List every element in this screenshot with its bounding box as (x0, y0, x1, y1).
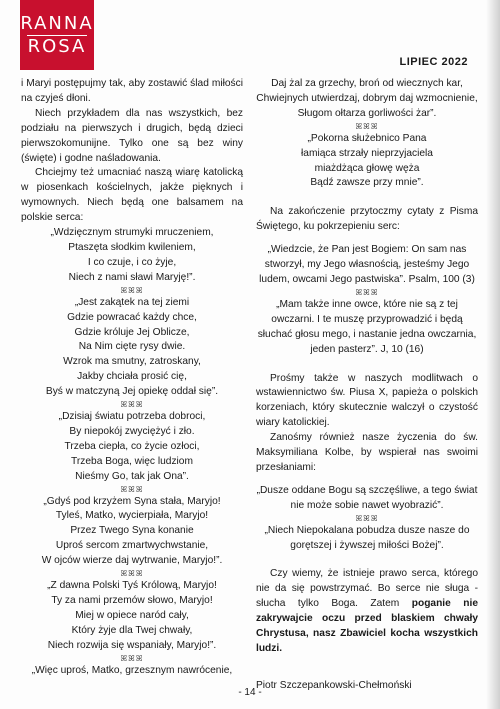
ornament-icon: ꕤꕤꕤ (120, 285, 144, 295)
verse-line: „Więc uproś, Matko, grzesznym nawrócenie, (31, 664, 233, 676)
verse-line: Byś w matczyną Jej opiekę oddał się”. (45, 386, 219, 398)
verse-line: Nieśmy Go, tak jak Ona”. (75, 470, 189, 482)
paragraph: i Maryi postępujmy tak, aby zostawić ślad miłości na czyjeś dłoni. (21, 78, 243, 104)
page-edge-shadow (486, 0, 500, 709)
paragraph: Chciejmy też umacniać naszą wiarę katolicką w piosenkach kościelnych, jakże pięknych i wymownych. Niech będą one balsamem na polskie serca: (21, 167, 243, 224)
spacer (256, 358, 478, 372)
verse-line: Przez Twego Syna konanie (70, 525, 194, 537)
verse-line: Który żyje dla Twej chwały, (71, 624, 193, 636)
verse-line: łamiąca strzały nieprzyjaciela (301, 147, 433, 159)
song-stanza (256, 77, 478, 122)
verse-line: Sługom ołtarza gorliwości żar”. (297, 107, 437, 119)
song-stanza (21, 226, 243, 286)
verse-line: Chwiejnych utwierdzaj, dobrym daj wzmocnienie, (256, 92, 478, 104)
verse-line: Gdzie króluje Jej Oblicze, (74, 326, 190, 338)
ornament-icon: ꕤꕤꕤ (120, 569, 144, 579)
verse-line: Niech rozwija się wspaniały, Maryjo!”. (47, 639, 217, 651)
kolbe-quote: „Dusze oddane Bogu są szczęśliwe, a tego świat nie może sobie nawet wyobrazić”. (256, 484, 478, 511)
paragraph: Zanośmy również nasze życzenia do św. Maksymiliana Kolbe, by wspierał nas swoimi przesłaniami: (256, 432, 478, 473)
kolbe-quote: „Niech Niepokalana pobudza dusze nasze do gorętszej i żywszej miłości Bożej”. (264, 524, 470, 551)
verse-line: „Dzisiaj światu potrzeba dobroci, (58, 411, 206, 423)
verse-line: Wzrok ma smutny, zatroskany, (63, 356, 201, 368)
verse-line: „Pokorna służebnico Pana (307, 132, 427, 144)
verse-line: Trzeba Boga, więc ludziom (71, 455, 193, 467)
song-stanza (21, 410, 243, 485)
verse-line: W ojców wierze daj wytrwanie, Maryjo!”. (41, 555, 223, 567)
verse-line: By niepokój zwyciężyć i zło. (69, 425, 195, 437)
spacer (256, 671, 478, 679)
verse-line: miażdżąca głowę węża (314, 162, 420, 174)
author-signature: Piotr Szczepankowski-Chełmoński (256, 679, 412, 691)
song-stanza (21, 296, 243, 400)
verse-line: Miej w opiece naród cały, (75, 609, 189, 621)
right-column (256, 77, 478, 694)
spacer (256, 553, 478, 567)
logo-line-2: ROSA (27, 35, 87, 57)
verse-line: Gdzie powracać każdy chce, (67, 311, 197, 323)
verse-line: Na Nim cięte rysy dwie. (78, 341, 186, 353)
ornament-icon: ꕤꕤꕤ (355, 513, 379, 523)
paragraph: Na zakończenie przytoczmy cytaty z Pisma Świętego, ku pokrzepieniu serc: (256, 206, 478, 233)
spacer (256, 191, 478, 205)
verse-line: Tyleś, Matko, wycierpiała, Maryjo! (55, 510, 209, 522)
verse-line: „Wdzięcznym strumyki mruczeniem, (50, 227, 214, 239)
verse-line: „Jest zakątek na tej ziemi (74, 296, 190, 308)
spacer (256, 657, 478, 671)
ornament-icon: ꕤꕤꕤ (355, 121, 379, 131)
song-stanza (21, 579, 243, 654)
issue-date: LIPIEC 2022 (399, 56, 468, 68)
spacer (256, 476, 478, 484)
page-number: - 14 - (238, 687, 262, 698)
magazine-logo (20, 0, 94, 70)
verse-line: Trzeba ciepła, co życie ozłoci, (64, 440, 200, 452)
left-column (21, 77, 243, 679)
ornament-icon: ꕤꕤꕤ (120, 653, 144, 663)
paragraph (256, 567, 478, 656)
verse-line: „Z dawna Polski Tyś Królową, Maryjo! (47, 580, 217, 592)
verse-line: Jakby chciała prosić cię, (77, 371, 187, 383)
song-stanza (256, 132, 478, 192)
verse-line: „Gdyś pod krzyżem Syna stała, Maryjo! (43, 495, 221, 507)
bible-quote: „Mam także inne owce, które nie są z tej owczarni. I te muszę przyprowadzić i będą słuchać głosu mego, i nastanie jedna owczarnia, jeden pasterz”. J, 10 (16) (257, 298, 477, 355)
song-stanza (21, 495, 243, 570)
ornament-icon: ꕤꕤꕤ (120, 400, 144, 410)
spacer (256, 235, 478, 243)
ornament-icon: ꕤꕤꕤ (120, 484, 144, 494)
verse-line: Uproś sercom zmartwychwstanie, (55, 540, 209, 552)
paragraph: Prośmy także w naszych modlitwach o wstawiennictwo św. Piusa X, papieża o polskich korzeniach, który skutecznie walczył o czystość wiary katolickiej. (256, 372, 478, 429)
logo-line-1: RANNA (20, 12, 94, 34)
paragraph-text: Czy wiemy, że istnieje prawo serca, którego nie da się powstrzymać. Bo serce nie sługa - słucha tylko Boga. Zatem (256, 568, 478, 610)
verse-line: Daj żal za grzechy, broń od wiecznych kar, (271, 78, 463, 89)
verse-line: Ty za nami przemów słowo, Maryjo! (51, 595, 213, 606)
ornament-icon: ꕤꕤꕤ (355, 287, 379, 297)
verse-line: I co czuje, i co żyje, (87, 256, 177, 268)
verse-line: Ptaszęta słodkim kwileniem, (68, 241, 196, 253)
verse-line: Niech z nami sławi Maryję!”. (68, 271, 196, 283)
verse-line: Bądź zawsze przy mnie”. (310, 177, 424, 189)
paragraph-bold-text: poganie nie zakrywajcie oczu przed blaskiem chwały Chrystusa, nasz Zbawiciel kocha wszystkich ludzi. (256, 598, 478, 654)
paragraph: Niech przykładem dla nas wszystkich, bez podziału na pierwszych i drugich, będą dzieci pierwszokomunijne. Tylko one są bez winy (święte) i godne naśladowania. (21, 107, 243, 164)
bible-quote: „Wiedzcie, że Pan jest Bogiem: On sam nas stworzył, my Jego własnością, jesteśmy Jego ludem, owcami Jego pastwiska”. Psalm, 100 (3) (259, 244, 475, 285)
